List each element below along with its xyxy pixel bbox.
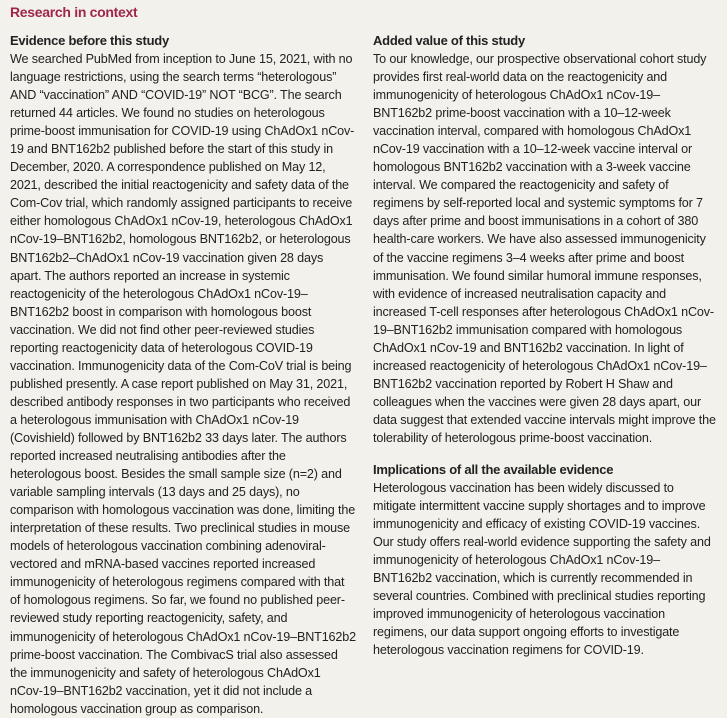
implications-body: Heterologous vaccination has been widely discussed to mitigate intermittent vaccine supply shortages and to improve immunogenicity and efficacy of existing COVID-19 vaccines. Our study offers real-world evidence supporting the safety and immunogenicity of heterologous ChAdOx1 nCov-19–BNT162b2 vaccination, which is currently recommended in several countries. Combined with preclinical studies reporting improved immunogenicity of heterologous vaccination regimens, our data support ongoing efforts to investigate heterologous vaccination regimens for COVID-19. xyxy=(373,481,711,658)
right-column xyxy=(373,32,717,660)
evidence-body: We searched PubMed from inception to June 15, 2021, with no language restrictions, using the search terms “heterologous” AND “vaccination” AND “COVID-19” NOT “BCG”. The search returned 44 articles. We found no studies on heterologous prime-boost immunisation for COVID-19 using ChAdOx1 nCov-19 and BNT162b2 published before the start of this study in December, 2020. A correspondence published on May 12, 2021, described the initial reactogenicity and safety data of the Com-Cov trial, which randomly assigned participants to receive either homologous ChAdOx1 nCov-19, heterologous ChAdOx1 nCov-19–BNT162b2, homologous BNT162b2, or heterologous BNT162b2–ChAdOx1 nCov-19 vaccination given 28 days apart. The authors reported an increase in systemic reactogenicity of the heterologous ChAdOx1 nCov-19–BNT162b2 boost in comparison with homologous boost vaccination. We did not find other peer-reviewed studies reporting reactogenicity data of heterologous COVID-19 vaccination. Immunogenicity data of the Com-CoV trial is being published presently. A case report published on May 31, 2021, described antibody responses in two participants who received a heterologous immunisation with ChAdOx1 nCov-19 (Covishield) followed by BNT162b2 33 days later. The authors reported increased neutralising antibodies after the heterologous boost. Besides the small sample size (n=2) and variable sampling intervals (13 days and 25 days), no comparison with homologous vaccination was done, limiting the interpretation of these results. Two preclinical studies in mouse models of heterologous vaccination combining adenoviral-vectored and mRNA-based vaccines reported increased immunogenicity of heterologous regimens compared with that of homologous regimens. So far, we found no published peer-reviewed study reporting reactogenicity, safety, and immunogenicity of heterologous ChAdOx1 nCov-19–BNT162b2 prime-boost vaccination. The CombivacS trial also assessed the immunogenicity and safety of heterologous ChAdOx1 nCov-19–BNT162b2 vaccination, yet it did not include a homologous vaccination group as comparison. xyxy=(10,52,356,716)
added-value-section xyxy=(373,32,717,447)
added-value-heading: Added value of this study xyxy=(373,33,525,48)
left-column xyxy=(10,32,356,718)
evidence-heading: Evidence before this study xyxy=(10,33,169,48)
implications-heading: Implications of all the available evidence xyxy=(373,462,614,478)
implications-section xyxy=(373,461,717,659)
evidence-section xyxy=(10,32,356,718)
panel-title: Research in context xyxy=(10,4,138,20)
added-value-body: To our knowledge, our prospective observational cohort study provides first real-world data on the reactogenicity and immunogenicity of heterologous ChAdOx1 nCov-19–BNT162b2 prime-boost vaccination with a 10–12-week vaccination interval, compared with homologous ChAdOx1 nCov-19 vaccination with a 10–12-week vaccine interval or homologous BNT162b2 vaccination with a 3-week vaccine interval. We compared the reactogenicity and safety of regimens by self-reported local and systemic symptoms for 7 days after prime and boost immunisations in a cohort of 380 health-care workers. We have also assessed immunogenicity of the vaccine regimens 3–4 weeks after prime and boost immunisation. We found similar humoral immune responses, with evidence of increased neutralisation capacity and increased T-cell responses after heterologous ChAdOx1 nCov-19–BNT162b2 immunisation compared with homologous ChAdOx1 nCov-19 and BNT162b2 vaccination. In light of increased reactogenicity of heterologous ChAdOx1 nCov-19–BNT162b2 vaccination reported by Robert H Shaw and colleagues when the vaccines were given 28 days apart, our data suggest that extended vaccine intervals might improve the tolerability of heterologous prime-boost vaccination. xyxy=(373,52,716,445)
